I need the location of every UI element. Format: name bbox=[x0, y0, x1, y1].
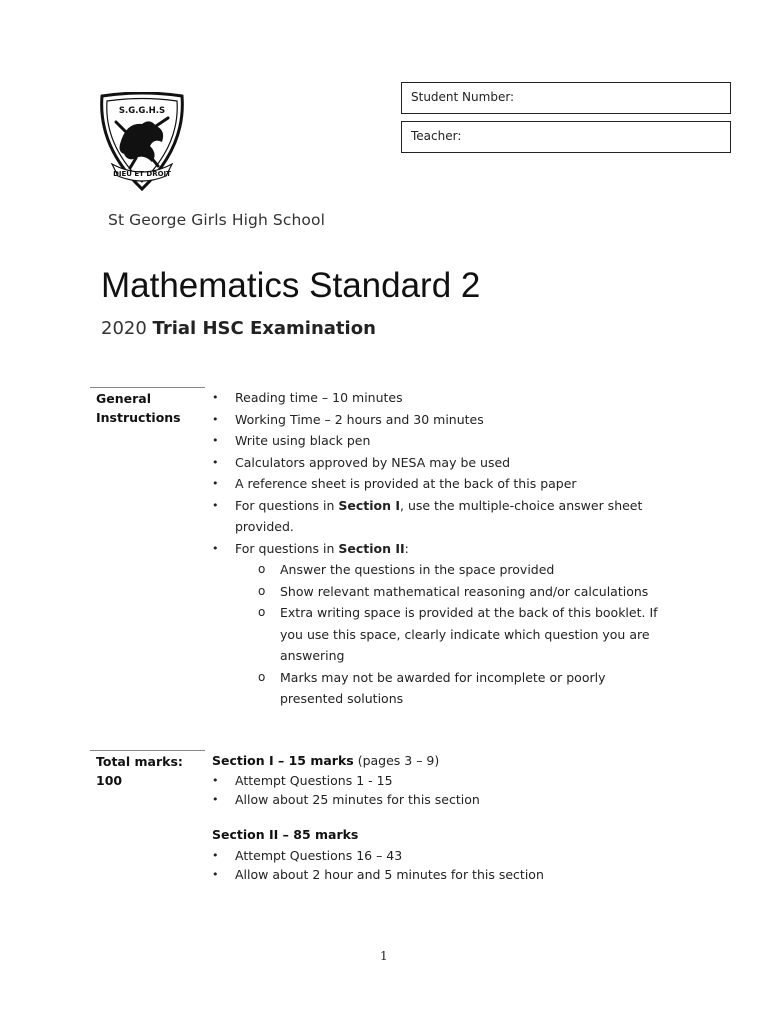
list-item: • Calculators approved by NESA may be used bbox=[212, 452, 682, 474]
text-bold: Section I bbox=[338, 497, 401, 513]
exam-title: Mathematics Standard 2 bbox=[101, 266, 481, 305]
section-1-heading bbox=[212, 753, 439, 768]
section-1-pages: (pages 3 – 9) bbox=[353, 753, 440, 768]
sub-list-item: o Answer the questions in the space provided bbox=[212, 559, 682, 581]
list-item bbox=[212, 538, 682, 560]
list-item: • Allow about 25 minutes for this section bbox=[212, 790, 682, 809]
section-divider bbox=[90, 750, 205, 751]
label-line: Total marks: bbox=[96, 754, 183, 769]
section-divider bbox=[90, 387, 205, 388]
text: For questions in bbox=[235, 497, 339, 513]
section-1-title: Section I – 15 marks bbox=[212, 753, 354, 768]
sub-list-item: o Marks may not be awarded for incomplete or poorly presented solutions bbox=[212, 667, 630, 710]
crest-initials: S.G.G.H.S bbox=[118, 106, 166, 116]
list-item: • Attempt Questions 16 – 43 bbox=[212, 846, 682, 865]
teacher-field[interactable] bbox=[401, 121, 731, 153]
list-item: • A reference sheet is provided at the back of this paper bbox=[212, 473, 682, 495]
school-crest-logo bbox=[96, 92, 188, 192]
label-line: General bbox=[96, 391, 151, 406]
page-number: 1 bbox=[380, 949, 388, 963]
exam-subtitle bbox=[101, 318, 376, 339]
text: , use the multiple-choice answer sheet provided. bbox=[235, 497, 643, 534]
sub-list-item: o Extra writing space is provided at the back of this booklet. If you use this space, clearly indicate which question you are answering bbox=[212, 602, 670, 667]
label-line: 100 bbox=[96, 773, 123, 788]
list-item: • Reading time – 10 minutes bbox=[212, 387, 682, 409]
student-number-label: Student Number: bbox=[411, 90, 515, 104]
section-2-heading bbox=[212, 827, 358, 842]
general-instructions-list bbox=[212, 387, 682, 710]
exam-year: 2020 bbox=[101, 318, 147, 339]
text: For questions in bbox=[235, 540, 339, 556]
teacher-label: Teacher: bbox=[411, 129, 462, 143]
section-1-list bbox=[212, 771, 682, 809]
list-item: • Working Time – 2 hours and 30 minutes bbox=[212, 409, 682, 431]
list-item: • Attempt Questions 1 - 15 bbox=[212, 771, 682, 790]
school-name: St George Girls High School bbox=[108, 211, 325, 229]
total-marks-label bbox=[96, 752, 201, 790]
crest-motto: DIEU ET DROIT bbox=[113, 170, 171, 178]
section-2-list bbox=[212, 846, 682, 884]
general-instructions-label bbox=[96, 389, 201, 427]
list-item: • Write using black pen bbox=[212, 430, 682, 452]
student-number-field[interactable] bbox=[401, 82, 731, 114]
list-item: • Allow about 2 hour and 5 minutes for this section bbox=[212, 865, 682, 884]
section-2-title: Section II – 85 marks bbox=[212, 827, 359, 842]
text: : bbox=[404, 540, 409, 556]
exam-type: Trial HSC Examination bbox=[152, 318, 376, 339]
list-item bbox=[212, 495, 665, 538]
label-line: Instructions bbox=[96, 410, 181, 425]
sub-list-item: o Show relevant mathematical reasoning and/or calculations bbox=[212, 581, 682, 603]
text-bold: Section II bbox=[338, 540, 405, 556]
